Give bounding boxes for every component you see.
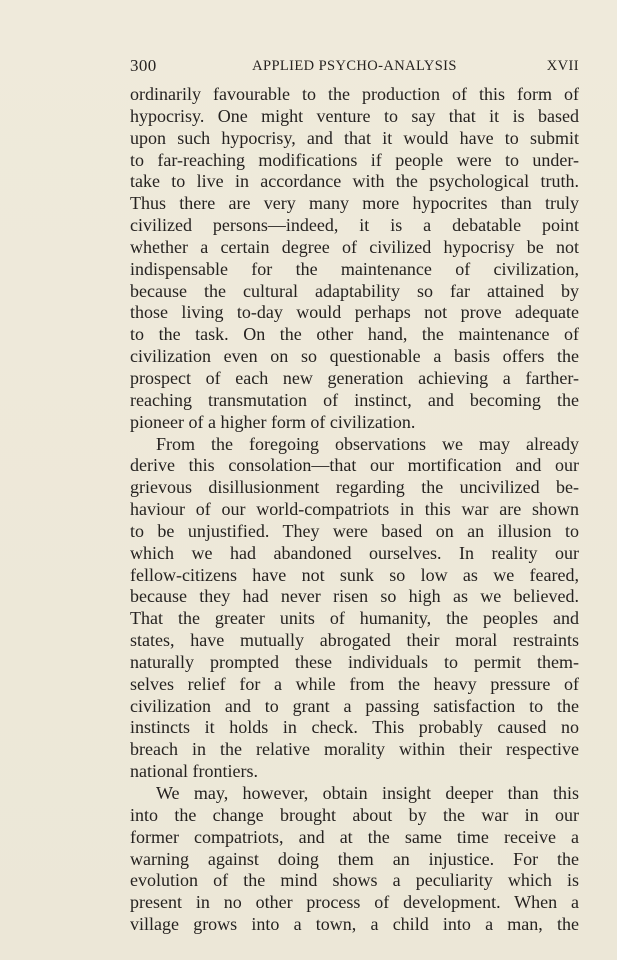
text-line: derive this consolation—that our mortification and our [130, 455, 579, 476]
text-line: We may, however, obtain insight deeper than this [156, 783, 579, 803]
running-title: APPLIED PSYCHO-ANALYSIS [252, 58, 457, 74]
text-line: prospect of each new generation achieving a farther- [130, 367, 579, 388]
text-line: to far-reaching modifications if people were to under- [130, 149, 579, 170]
text-line: into the change brought about by the war in our [130, 804, 579, 825]
text-line: take to live in accordance with the psychological truth. [130, 171, 579, 192]
text-line: to be unjustified. They were based on an illusion to [130, 520, 579, 541]
text-line: to the task. On the other hand, the maintenance of [130, 324, 579, 345]
text-line: indispensable for the maintenance of civilization, [130, 258, 579, 279]
text-line: instincts it holds in check. This probably caused no [130, 717, 579, 738]
text-line: upon such hypocrisy, and that it would have to submit [130, 127, 579, 148]
text-line: civilization and to grant a passing satisfaction to the [130, 695, 579, 716]
text-line: evolution of the mind shows a peculiarity which is [130, 870, 579, 891]
text-line: village grows into a town, a child into a man, the [130, 914, 579, 935]
body-text [130, 84, 579, 936]
text-line: states, have mutually abrogated their moral restraints [130, 630, 579, 651]
text-line: those living to-day would perhaps not prove adequate [130, 302, 579, 323]
text-line: breach in the relative morality within their respective [130, 739, 579, 760]
text-line: whether a certain degree of civilized hypocrisy be not [130, 236, 579, 257]
text-line: warning against doing them an injustice. For the [130, 848, 579, 869]
text-line: fellow-citizens have not sunk so low as we feared, [130, 564, 579, 585]
text-line: hypocrisy. One might venture to say that it is based [130, 105, 579, 126]
text-line: haviour of our world-compatriots in this war are shown [130, 499, 579, 520]
chapter-number: XVII [546, 58, 579, 74]
page-number: 300 [130, 56, 157, 75]
text-line: present in no other process of development. When a [130, 892, 579, 913]
text-line: reaching transmutation of instinct, and becoming the [130, 389, 579, 410]
text-line: national frontiers. [130, 761, 258, 782]
text-line: grievous disillusionment regarding the uncivilized be- [130, 477, 579, 498]
text-line: From the foregoing observations we may already [156, 433, 579, 454]
text-line: ordinarily favourable to the production of this form of [130, 84, 579, 104]
text-line: civilization even on so questionable a basis offers the [130, 346, 579, 367]
text-line: which we had abandoned ourselves. In reality our [130, 542, 579, 563]
text-line: naturally prompted these individuals to permit them- [130, 651, 579, 672]
text-line: Thus there are very many more hypocrites than truly [130, 193, 579, 214]
text-line: former compatriots, and at the same time receive a [130, 826, 579, 847]
text-line: civilized persons—indeed, it is a debatable point [130, 215, 579, 236]
text-line: selves relief for a while from the heavy pressure of [130, 673, 579, 694]
text-line: pioneer of a higher form of civilization. [130, 411, 416, 432]
text-line: That the greater units of humanity, the peoples and [130, 608, 579, 629]
running-header [130, 56, 579, 80]
text-line: because they had never risen so high as we believed. [130, 586, 579, 607]
text-line: because the cultural adaptability so far attained by [130, 280, 579, 301]
